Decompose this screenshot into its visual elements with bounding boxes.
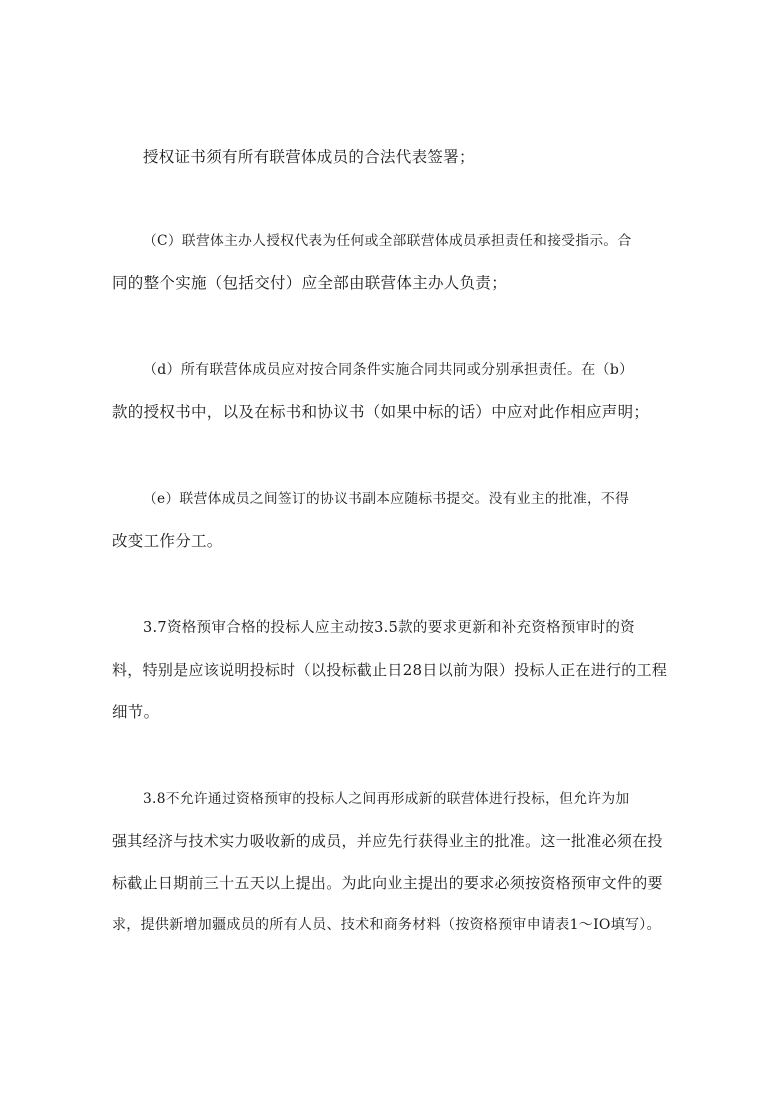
text-line: 标截止日期前三十五天以上提出。为此向业主提出的要求必须按资格预审文件的要 — [112, 874, 663, 892]
text-line: 细节。 — [112, 703, 160, 721]
text-line: 料，特别是应该说明投标时（以投标截止日28日以前为限）投标人正在进行的工程 — [112, 661, 668, 679]
text-line: （d）所有联营体成员应对按合同条件实施合同共同或分别承担责任。在（b） — [143, 362, 634, 378]
paragraph-section-3-7 — [112, 607, 668, 733]
text-line: 同的整个实施（包括交付）应全部由联营体主办人负责； — [112, 274, 508, 292]
paragraph-clause-e — [112, 478, 668, 562]
paragraph-authorization-signature — [112, 136, 668, 178]
text-line: 授权证书须有所有联营体成员的合法代表签署； — [143, 148, 475, 166]
text-line: （e）联营体成员之间签订的协议书副本应随标书提交。没有业主的批准，不得 — [143, 491, 630, 507]
text-line: 求，提供新增加疆成员的所有人员、技术和商务材料（按资格预审申请表1～IO填写）。 — [112, 917, 661, 933]
text-line: 款的授权书中，以及在标书和协议书（如果中标的话）中应对此作相应声明； — [112, 403, 650, 421]
text-line: 改变工作分工。 — [112, 532, 223, 550]
paragraph-clause-c — [112, 220, 668, 304]
paragraph-section-3-8 — [112, 778, 668, 946]
text-line: 强其经济与技术实力吸收新的成员，并应先行获得业主的批准。这一批准必须在投 — [112, 832, 663, 850]
text-line: 3.8不允许通过资格预审的投标人之间再形成新的联营体进行投标，但允许为加 — [143, 791, 630, 807]
text-line: 3.7资格预审合格的投标人应主动按3.5款的要求更新和补充资格预审时的资 — [143, 620, 635, 636]
paragraph-clause-d — [112, 349, 668, 433]
text-line: （C）联营体主办人授权代表为任何或全部联营体成员承担责任和接受指示。合 — [143, 233, 632, 249]
